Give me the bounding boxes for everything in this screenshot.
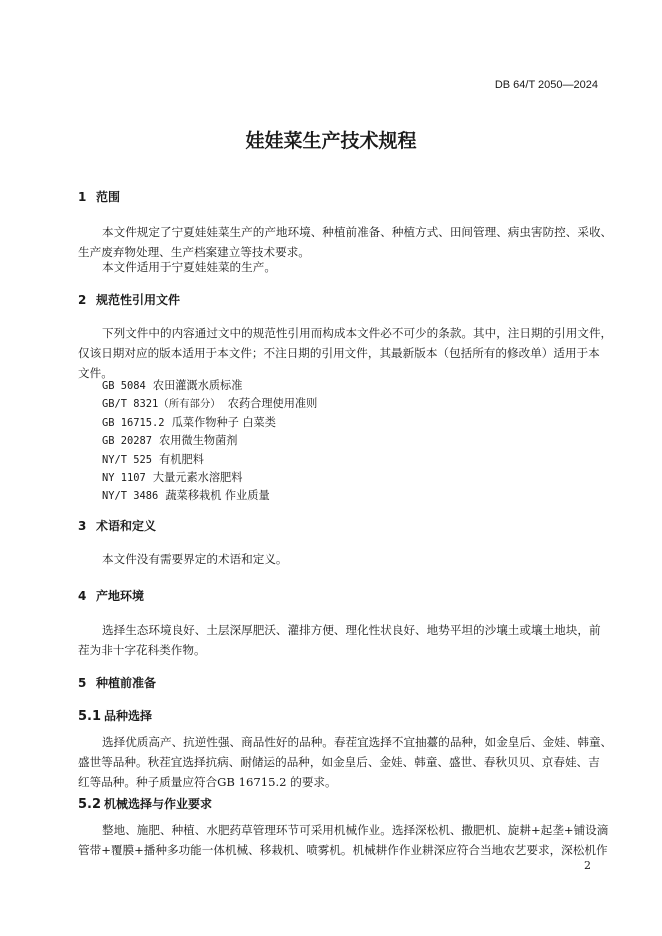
section-5-heading [78,674,156,691]
text-line: 茬为非十字花科类作物。 [78,643,206,657]
section-title: 产地环境 [96,589,145,603]
standard-code: DB 64/T 2050—2024 [494,79,598,91]
section-2-heading [78,291,180,308]
text-line: 红等品种。种子质量应符合GB 16715.2 的要求。 [78,775,337,789]
reference-code: GB 16715.2 [102,416,165,429]
section-title: 术语和定义 [96,519,157,533]
reference-title: 农药合理使用准则 [227,397,318,411]
section-1-paragraph-2 [78,257,598,277]
section-3-heading [78,517,156,534]
page-number: 2 [584,859,591,872]
text-line: 本文件规定了宁夏娃娃菜生产的产地环境、种植前准备、种植方式、田间管理、病虫害防控、采收、 [102,225,613,239]
reference-code: NY 1107 [102,472,146,485]
section-number: 2 [78,293,87,307]
text-line: 本文件没有需要界定的术语和定义。 [102,552,288,566]
reference-item [102,469,317,487]
reference-item [102,432,317,450]
text-line: 本文件适用于宁夏娃娃菜的生产。 [102,260,276,274]
reference-item [102,395,317,413]
section-number: 3 [78,519,87,533]
reference-code: NY/T 525 [102,453,153,466]
text-line: 选择优质高产、抗逆性强、商品性好的品种。春茬宜选择不宜抽薹的品种，如金皇后、金娃、韩童、 [102,735,613,749]
document-title: 娃娃菜生产技术规程 [245,130,417,152]
section-4-heading [78,587,144,604]
text-line: 选择生态环境良好、土层深厚肥沃、灌排方便、理化性状良好、地势平坦的沙壤土或壤土地块，前 [102,623,601,637]
reference-code: GB/T 8321（所有部分） [102,398,221,411]
text-line: 下列文件中的内容通过文中的规范性引用而构成本文件必不可少的条款。其中，注日期的引用文件， [102,326,613,340]
text-line: 整地、施肥、种植、水肥药草管理环节可采用机械作业。选择深松机、撒肥机、旋耕+起垄+铺设滴 [102,823,609,837]
reference-title: 大量元素水溶肥料 [152,471,243,485]
reference-item [102,487,317,505]
normative-reference-list [102,377,317,506]
section-5-2-paragraph [78,820,609,860]
section-1-paragraph-1 [78,222,613,262]
section-3-paragraph [78,549,598,569]
section-title: 种植前准备 [96,676,157,690]
section-title: 规范性引用文件 [96,293,181,307]
reference-item [102,414,317,432]
reference-title: 农田灌溉水质标准 [152,379,243,392]
section-4-paragraph [78,620,601,660]
section-2-intro [78,323,613,383]
section-number: 5 [78,676,87,690]
reference-item [102,451,317,469]
text-line: 盛世等品种。秋茬宜选择抗病、耐储运的品种，如金皇后、金娃、韩童、盛世、春秋贝贝、京春娃、吉 [78,755,600,769]
text-line: 管带+覆膜+播种多功能一体机械、移栽机、喷雾机。机械耕作作业耕深应符合当地农艺要求，深松机作 [78,843,608,857]
text-line: 文件。 [78,366,113,380]
reference-title: 农用微生物菌剂 [159,434,238,448]
section-number: 4 [78,589,87,603]
subsection-title: 机械选择与作业要求 [104,797,213,811]
reference-item [102,377,317,395]
section-1-heading [78,188,120,205]
reference-code: GB 20287 [102,435,153,448]
section-number: 1 [78,190,87,204]
subsection-number: 5.2 [78,797,102,812]
reference-title: 蔬菜移栽机 作业质量 [165,489,270,503]
subsection-title: 品种选择 [104,709,153,723]
section-5-2-heading [78,795,212,812]
section-5-1-heading [78,707,152,724]
section-5-1-paragraph [78,732,613,792]
subsection-number: 5.1 [78,709,102,724]
reference-code: GB 5084 [102,380,146,392]
section-title: 范围 [96,190,121,204]
reference-code: NY/T 3486 [102,490,159,503]
reference-title: 瓜菜作物种子 白菜类 [171,415,276,429]
reference-title: 有机肥料 [159,452,204,466]
text-line: 仅该日期对应的版本适用于本文件；不注日期的引用文件，其最新版本（包括所有的修改单）适用于本 [78,346,600,360]
text-line: 生产废弃物处理、生产档案建立等技术要求。 [78,245,310,259]
